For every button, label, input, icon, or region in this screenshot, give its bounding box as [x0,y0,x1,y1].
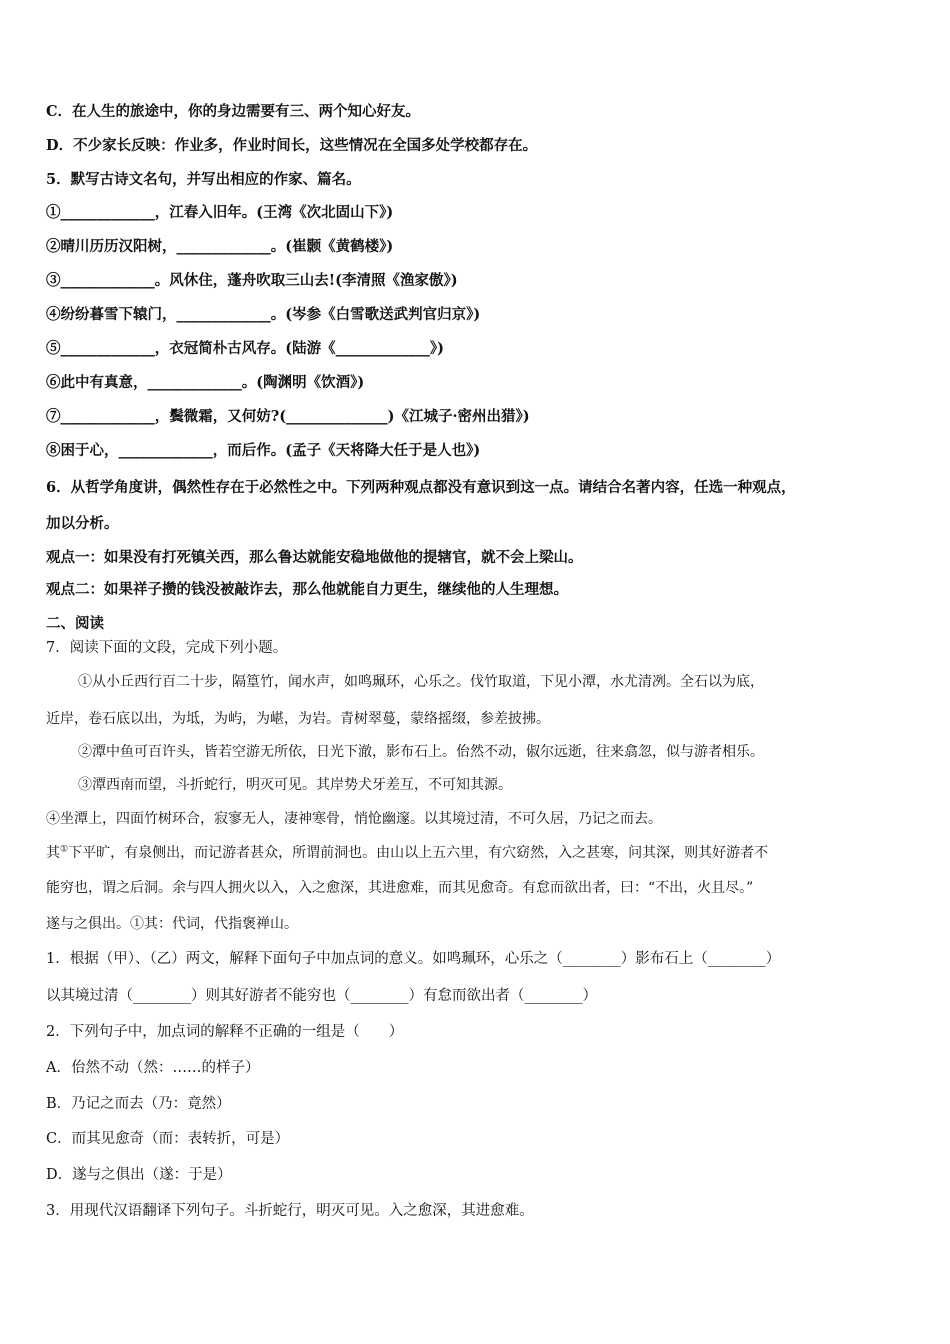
poem-line-6: ⑥此中有真意，_____________。(陶渊明《饮酒》) [46,374,365,391]
poem-line-2: ②晴川历历汉阳树，_____________。(崔颢《黄鹤楼》) [46,238,394,255]
passage-yi-line-2: 能穷也，谓之后洞。余与四人拥火以入，入之愈深，其进愈难，而其见愈奇。有怠而欲出者，曰：“不出，火且尽。” [46,880,754,896]
subquestion-2: 2．下列句子中，加点词的解释不正确的一组是（ ） [46,1024,404,1040]
subquestion-3: 3．用现代汉语翻译下列句子。斗折蛇行，明灭可见。入之愈深，其进愈难。 [46,1203,534,1219]
poem-line-3: ③_____________。风休住，蓬舟吹取三山去!(李清照《渔家傲》) [46,272,458,289]
poem-line-7: ⑦_____________，鬓微霜，又何妨?(______________)《江城子·密州出猎》) [46,408,530,425]
question-6-title: 6．从哲学角度讲，偶然性存在于必然性之中。下列两种观点都没有意识到这一点。请结合名著内容，任选一种观点， [46,479,796,496]
passage-para-2: ②潭中鱼可百许头，皆若空游无所依，日光下澈，影布石上。佁然不动，俶尔远逝，往来翕忽，似与游者相乐。 [78,744,764,760]
section-heading-reading: 二、阅读 [46,615,104,632]
passage-yi-line-1 [46,843,912,863]
choice-c: C．而其见愈奇（而：表转折，可是） [46,1131,290,1147]
subquestion-1-cont: 以其境过清（________）则其好游者不能穷也（________）有怠而欲出者（________） [46,988,597,1004]
passage-yi-first-char: 其 [46,845,60,861]
poem-line-1: ①_____________，江春入旧年。(王湾《次北固山下》) [46,204,394,221]
choice-a: A．佁然不动（然：……的样子） [46,1060,260,1076]
passage-para-1: ①从小丘西行百二十步，隔篁竹，闻水声，如鸣珮环，心乐之。伐竹取道，下见小潭，水尤清冽。全石以为底， [78,674,764,690]
choice-d: D．遂与之俱出（遂：于是） [46,1167,232,1183]
passage-yi-text: 下平旷，有泉侧出，而记游者甚众，所谓前洞也。由山以上五六里，有穴窈然，入之甚寒，问其深，则其好游者不 [68,845,769,861]
subquestion-1: 1．根据（甲）、（乙）两文，解释下面句子中加点词的意义。如鸣珮环，心乐之（________）影布石上（________） [46,951,781,967]
poem-line-4: ④纷纷暮雪下辕门，_____________。(岑参《白雪歌送武判官归京》) [46,306,481,323]
question-5-title: 5．默写古诗文名句，并写出相应的作家、篇名。 [46,171,361,188]
option-c: C．在人生的旅途中，你的身边需要有三、两个知心好友。 [46,103,421,120]
viewpoint-2: 观点二：如果祥子攒的钱没被敲诈去，那么他就能自力更生，继续他的人生理想。 [46,581,568,598]
question-7-title: 7．阅读下面的文段，完成下列小题。 [46,640,288,656]
choice-b: B．乃记之而去（乃：竟然） [46,1096,231,1112]
viewpoint-1: 观点一：如果没有打死镇关西，那么鲁达就能安稳地做他的提辖官，就不会上梁山。 [46,549,583,566]
passage-para-4: ④坐潭上，四面竹树环合，寂寥无人，凄神寒骨，悄怆幽邃。以其境过清，不可久居，乃记之而去。 [46,811,662,827]
option-d: D．不少家长反映：作业多，作业时间长，这些情况在全国多处学校都存在。 [46,137,538,154]
poem-line-5: ⑤_____________，衣冠简朴古风存。(陆游《_____________》) [46,340,444,357]
passage-para-1-cont: 近岸，卷石底以出，为坻，为屿，为嵁，为岩。青树翠蔓，蒙络摇缀，参差披拂。 [46,711,550,727]
footnote-marker: ① [60,844,69,855]
passage-yi-line-3: 遂与之俱出。①其：代词，代指褒禅山。 [46,916,298,932]
question-6-title-cont: 加以分析。 [46,515,119,532]
poem-line-8: ⑧困于心，_____________，而后作。(孟子《天将降大任于是人也》) [46,442,481,459]
passage-para-3: ③潭西南而望，斗折蛇行，明灭可见。其岸势犬牙差互，不可知其源。 [78,777,512,793]
